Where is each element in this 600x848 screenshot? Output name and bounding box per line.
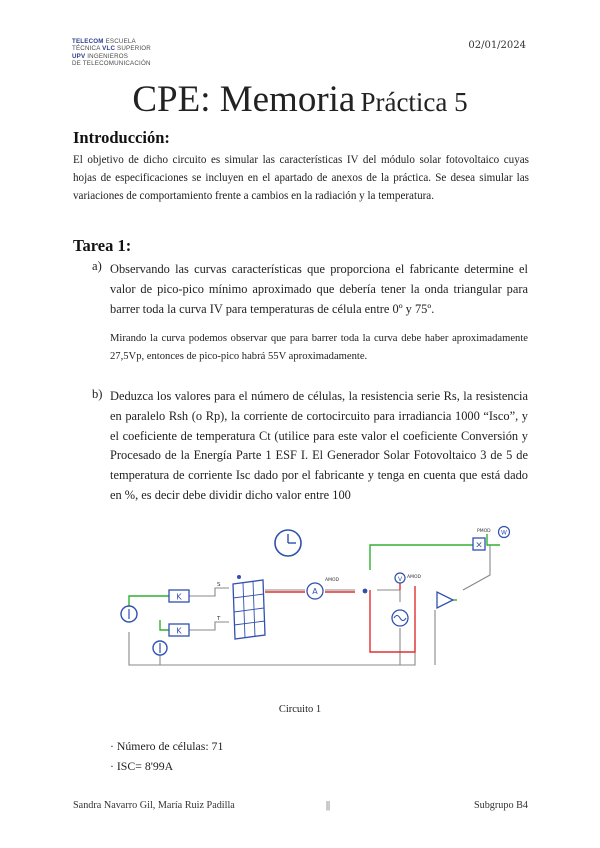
item-a-question: Observando las curvas características que proporciona el fabricante determine el valor de pico-pico mínimo aproximado que debería tener la onda triangular para barrer toda la curva IV para temperaturas de célula entre 0º y 75º. (110, 262, 528, 316)
port-label-s: S (217, 582, 221, 588)
dc-source-2 (153, 641, 167, 655)
svg-text:W: W (501, 529, 507, 537)
upv-telecom-logo: TELECOM ESCUELA TÉCNICA VLC SUPERIOR UPV INGENIEROS DE TELECOMUNICACIÓN (72, 38, 151, 68)
svg-text:K: K (176, 626, 182, 636)
intro-paragraph: El objetivo de dicho circuito es simular las características IV del módulo solar fotovoltaico cuyas hojas de especificaciones se incluyen en el apartado de anexos de la práctica. Se desea simular las variaciones de comportamiento frente a cambios en la radiación y la temperatura. (73, 154, 529, 202)
svg-text:A: A (312, 587, 318, 596)
gain-block-1 (169, 590, 189, 602)
clock-icon (275, 530, 301, 556)
gain-block-2 (169, 624, 189, 636)
figure-caption: Circuito 1 (278, 704, 322, 715)
result-isc: · ISC= 8'99A (110, 759, 174, 773)
footer-group: Subgrupo B4 (473, 800, 528, 811)
svg-text:AMOD: AMOD (325, 578, 339, 583)
svg-text:K: K (176, 592, 182, 602)
pv-module (233, 575, 265, 639)
svg-text:×: × (475, 540, 483, 551)
power-meter (477, 527, 510, 538)
svg-text:AMOD: AMOD (407, 575, 421, 580)
svg-text:V: V (397, 576, 403, 583)
result-celulas: · Número de células: 71 (110, 739, 224, 753)
intro-heading: Introducción: (73, 128, 170, 147)
port-label-t: T (217, 616, 221, 622)
probe-dot (363, 589, 368, 594)
dc-source-1 (121, 606, 137, 622)
tarea1-heading: Tarea 1: (73, 236, 132, 255)
ammeter (307, 577, 340, 599)
circuit-diagram (115, 520, 515, 680)
ac-source (392, 610, 408, 626)
footer-authors: Sandra Navarro Gil, María Ruiz Padilla (73, 800, 235, 811)
green-wires (129, 534, 500, 630)
item-b-question: Deduzca los valores para el número de células, la resistencia serie Rs, la resistencia en paralelo Rsh (o Rp), la corriente de cortocircuito para irradiancia 1000 “Isco”, y el coeficiente de temperatura Ct (utilice para este valor el coeficiente Conversión y Procesado de la Energía Parte 1 ESF I. El Generador Solar Fotovoltaico 3 de 5 de temperatura de corriente Isc dado por el fabricante y tenga en cuenta que está dado en %, es decir debe dividir dicho valor entre 100 (110, 389, 528, 502)
svg-text:PMOD: PMOD (477, 529, 491, 534)
item-b-label: b) (92, 387, 103, 401)
multiplier-block (473, 538, 485, 551)
page-title (0, 78, 600, 121)
footer-separator: || (326, 800, 331, 811)
grey-wires (129, 545, 490, 665)
voltmeter (395, 573, 422, 583)
title-sub: Práctica 5 (360, 87, 468, 117)
title-main: CPE: Memoria (132, 79, 356, 120)
amplifier (437, 592, 453, 608)
item-a-label: a) (92, 259, 102, 273)
item-a-answer: Mirando la curva podemos observar que para barrer toda la curva debe haber aproximadamente 27,5Vp, entonces de pico-pico habrá 55V aproximadamente. (110, 333, 528, 362)
header-date: 02/01/2024 (468, 40, 526, 51)
